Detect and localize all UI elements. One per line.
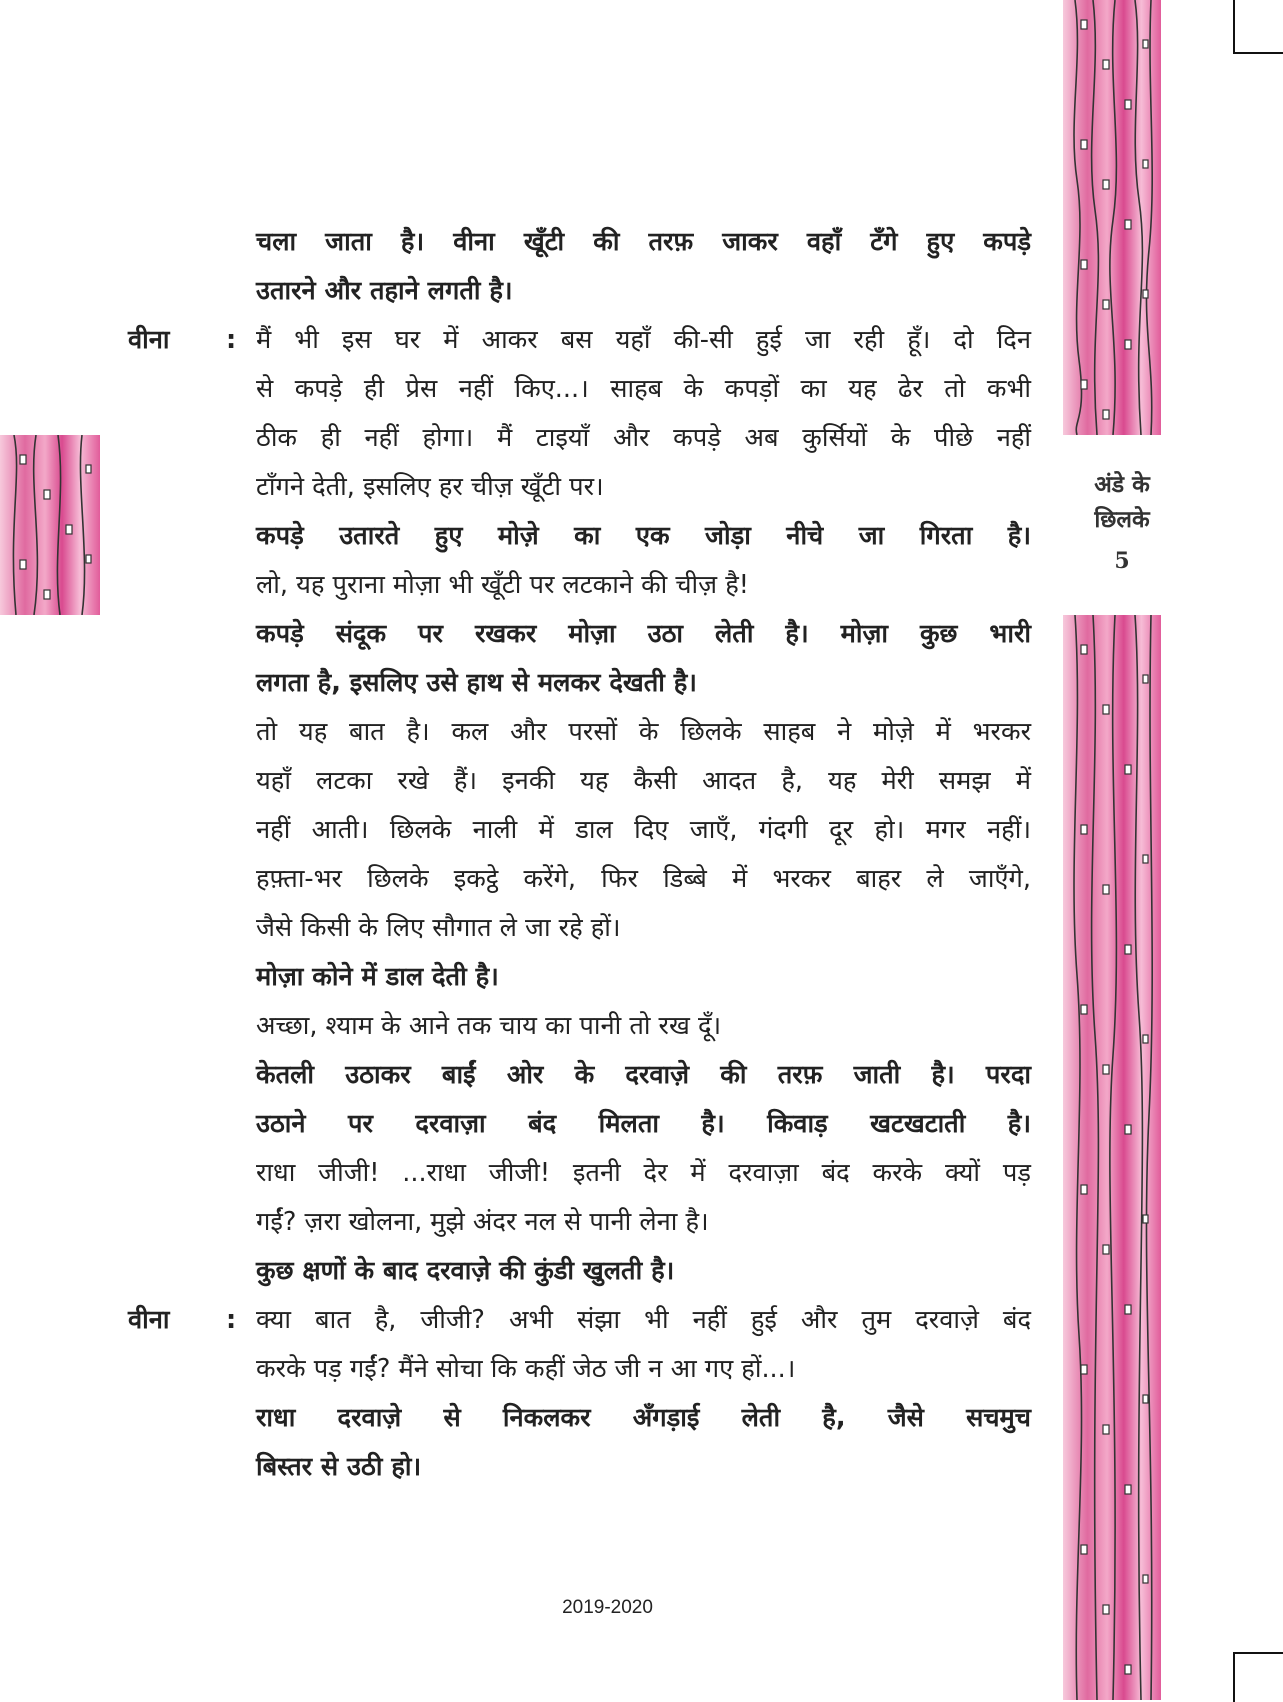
text-line: कपड़े संदूक पर रखकर मोज़ा उठा लेती है। मोज़ा कुछ भारी (256, 619, 1031, 649)
text-line: करके पड़ गईं? मैंने सोचा कि कहीं जेठ जी न आ गए हों...। (256, 1354, 796, 1384)
text-line: उठाने पर दरवाज़ा बंद मिलता है। किवाड़ खटखटाती है। (256, 1109, 1031, 1139)
speaker-label: वीना (128, 325, 170, 355)
chapter-title-line-2: छिलके (1094, 507, 1150, 533)
decorative-border-bottom (1063, 615, 1161, 1700)
chapter-side-title (1070, 468, 1174, 538)
text-line: से कपड़े ही प्रेस नहीं किए...। साहब के कपड़ों का यह ढेर तो कभी (256, 374, 1031, 404)
text-line: लो, यह पुराना मोज़ा भी खूँटी पर लटकाने की चीज़ है! (256, 570, 749, 600)
text-line: क्या बात है, जीजी? अभी संझा भी नहीं हुई और तुम दरवाज़े बंद (256, 1305, 1031, 1335)
text-line: राधा जीजी! ...राधा जीजी! इतनी देर में दरवाज़ा बंद करके क्यों पड़ (256, 1158, 1031, 1188)
chapter-title-line-1: अंडे के (1094, 472, 1150, 498)
text-line: जैसे किसी के लिए सौगात ले जा रहे हों। (256, 913, 621, 943)
page-number: 5 (1114, 548, 1130, 574)
footer-year: 2019-2020 (562, 1597, 653, 1618)
speaker-colon: : (226, 325, 237, 355)
text-line: उतारने और तहाने लगती है। (256, 276, 513, 306)
text-line: मोज़ा कोने में डाल देती है। (256, 962, 499, 992)
text-line: ठीक ही नहीं होगा। मैं टाइयाँ और कपड़े अब कुर्सियों के पीछे नहीं (256, 423, 1031, 453)
text-line: गईं? ज़रा खोलना, मुझे अंदर नल से पानी लेना है। (256, 1207, 709, 1237)
decorative-border-left (0, 435, 100, 615)
text-line: टाँगने देती, इसलिए हर चीज़ खूँटी पर। (256, 472, 604, 502)
text-line: हफ़्ता-भर छिलके इकट्ठे करेंगे, फिर डिब्बे में भरकर बाहर ले जाएँगे, (256, 864, 1031, 894)
text-line: राधा दरवाज़े से निकलकर अँगड़ाई लेती है, जैसे सचमुच (256, 1403, 1031, 1433)
text-line: तो यह बात है। कल और परसों के छिलके साहब ने मोज़े में भरकर (256, 717, 1031, 747)
crop-mark-bottom-right (1233, 1652, 1283, 1702)
speaker-label: वीना (128, 1305, 170, 1335)
text-line: मैं भी इस घर में आकर बस यहाँ की-सी हुई जा रही हूँ। दो दिन (256, 325, 1031, 355)
text-line: चला जाता है। वीना खूँटी की तरफ़ जाकर वहाँ टँगे हुए कपड़े (256, 227, 1031, 257)
text-line: लगता है, इसलिए उसे हाथ से मलकर देखती है। (256, 668, 697, 698)
speaker-colon: : (226, 1305, 237, 1335)
text-line: बिस्तर से उठी हो। (256, 1452, 422, 1482)
text-line: अच्छा, श्याम के आने तक चाय का पानी तो रख दूँ। (256, 1011, 722, 1041)
text-line: यहाँ लटका रखे हैं। इनकी यह कैसी आदत है, यह मेरी समझ में (256, 766, 1031, 796)
text-line: कपड़े उतारते हुए मोज़े का एक जोड़ा नीचे जा गिरता है। (256, 521, 1031, 551)
decorative-border-top (1063, 0, 1161, 435)
crop-mark-top-right (1233, 0, 1283, 54)
text-line: कुछ क्षणों के बाद दरवाज़े की कुंडी खुलती है। (256, 1256, 675, 1286)
text-line: केतली उठाकर बाईं ओर के दरवाज़े की तरफ़ जाती है। परदा (256, 1060, 1031, 1090)
text-line: नहीं आती। छिलके नाली में डाल दिए जाएँ, गंदगी दूर हो। मगर नहीं। (256, 815, 1031, 845)
